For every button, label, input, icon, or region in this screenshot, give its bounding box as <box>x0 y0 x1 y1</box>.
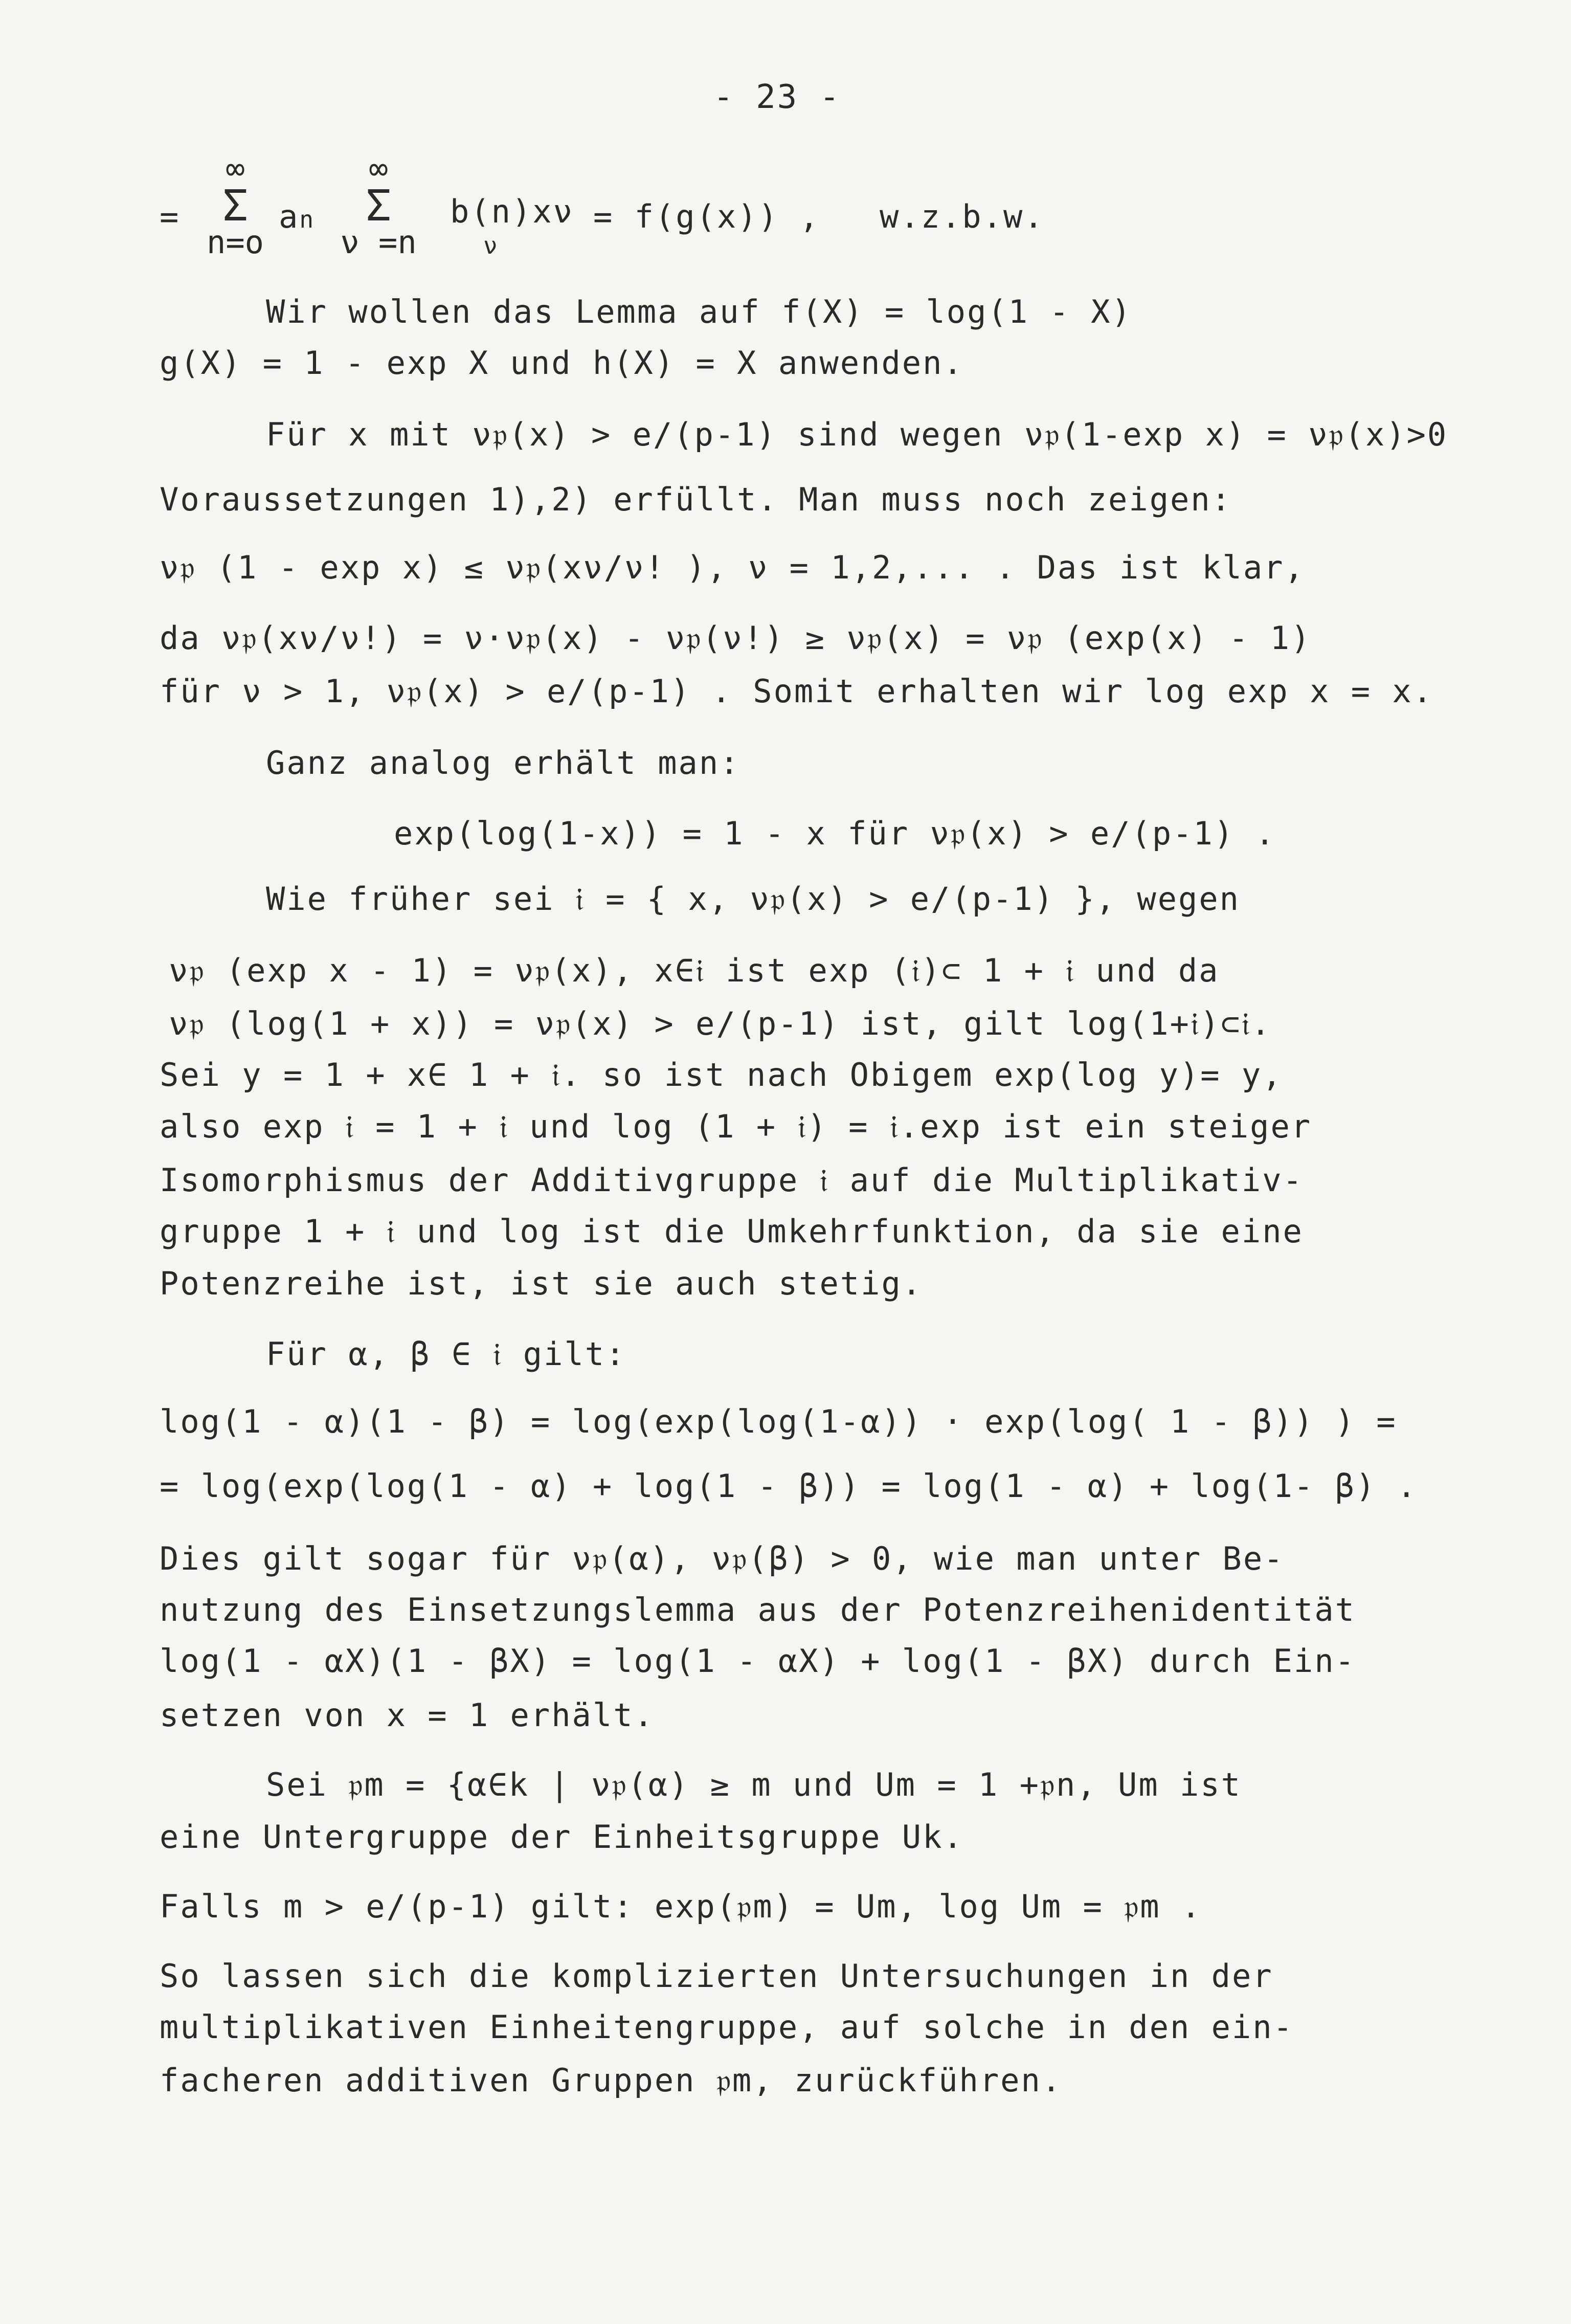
text-line-4: Voraussetzungen 1),2) erfüllt. Man muss noch zeigen: <box>160 481 1232 518</box>
text-line-25: So lassen sich die komplizierten Untersuchungen in der <box>160 1957 1273 1995</box>
b-term-sub: ν <box>483 232 499 259</box>
text-line-17: Für α, β ∈ 𝔦 gilt: <box>266 1335 626 1373</box>
text-line-13: also exp 𝔦 = 1 + 𝔦 und log (1 + 𝔦) = 𝔦.exp ist ein steiger <box>160 1108 1312 1145</box>
text-line-18: Dies gilt sogar für ν𝔭(α), ν𝔭(β) > 0, wie man unter Be- <box>160 1540 1285 1577</box>
sum-outer-lower: n=o <box>207 224 264 261</box>
text-line-5: ν𝔭 (1 - exp x) ≤ ν𝔭(xν/ν! ), ν = 1,2,... . Das ist klar, <box>160 549 1305 586</box>
text-line-2: g(X) = 1 - exp X und h(X) = X anwenden. <box>160 344 964 382</box>
text-line-24: Falls m > e/(p-1) gilt: exp(𝔭m) = Um, log Um = 𝔭m . <box>160 1888 1202 1925</box>
sum-outer-upper: ∞ <box>226 150 245 187</box>
text-line-21: setzen von x = 1 erhält. <box>160 1696 655 1734</box>
sigma-icon: Σ <box>365 181 392 231</box>
text-line-3: Für x mit ν𝔭(x) > e/(p-1) sind wegen ν𝔭(1-exp x) = ν𝔭(x)>0 <box>266 416 1448 453</box>
text-line-22: Sei 𝔭m = {α∈k | ν𝔭(α) ≥ m und Um = 1 +𝔭n, Um ist <box>266 1766 1242 1803</box>
equation-line-1: log(1 - α)(1 - β) = log(exp(log(1-α)) · exp(log( 1 - β)) ) = <box>160 1403 1397 1440</box>
text-line-6: da ν𝔭(xν/ν!) = ν·ν𝔭(x) - ν𝔭(ν!) ≥ ν𝔭(x) = ν𝔭 (exp(x) - 1) <box>160 619 1312 657</box>
a-term: an <box>279 198 316 235</box>
text-line-8: Ganz analog erhält man: <box>266 744 740 781</box>
text-line-11: ν𝔭 (log(1 + x)) = ν𝔭(x) > e/(p-1) ist, gilt log(1+𝔦)⊂𝔦. <box>169 1005 1272 1042</box>
formula-prefix: = <box>160 198 181 235</box>
page-number: - 23 - <box>713 78 841 116</box>
text-line-9: Wie früher sei 𝔦 = { x, ν𝔭(x) > e/(p-1) }, wegen <box>266 880 1241 918</box>
b-term: b(n)xν <box>450 193 574 230</box>
text-line-12: Sei y = 1 + x∈ 1 + 𝔦. so ist nach Obigem exp(log y)= y, <box>160 1056 1283 1093</box>
text-line-20: log(1 - αX)(1 - βX) = log(1 - αX) + log(1 - βX) durch Ein- <box>160 1642 1356 1680</box>
text-line-23: eine Untergruppe der Einheitsgruppe Uk. <box>160 1818 964 1856</box>
sigma-icon: Σ <box>222 181 249 231</box>
text-line-26: multiplikativen Einheitengruppe, auf solche in den ein- <box>160 2008 1294 2046</box>
text-line-7: für ν > 1, ν𝔭(x) > e/(p-1) . Somit erhalten wir log exp x = x. <box>160 673 1434 710</box>
equation-line-2: = log(exp(log(1 - α) + log(1 - β)) = log(1 - α) + log(1- β) . <box>160 1467 1418 1505</box>
text-line-16: Potenzreihe ist, ist sie auch stetig. <box>160 1265 923 1302</box>
display-equation: exp(log(1-x)) = 1 - x für ν𝔭(x) > e/(p-1) . <box>394 815 1276 852</box>
sum-inner <box>338 150 419 261</box>
text-line-27: facheren additiven Gruppen 𝔭m, zurückführen. <box>160 2062 1063 2099</box>
formula-rhs: = f(g(x)) , <box>593 198 820 235</box>
wzbw: w.z.b.w. <box>880 198 1045 235</box>
text-line-10: ν𝔭 (exp x - 1) = ν𝔭(x), x∈𝔦 ist exp (𝔦)⊂ 1 + 𝔦 und da <box>169 952 1220 989</box>
sum-inner-lower: ν =n <box>340 224 417 261</box>
text-line-1: Wir wollen das Lemma auf f(X) = log(1 - X) <box>266 293 1132 330</box>
sum-inner-upper: ∞ <box>369 150 388 187</box>
sum-outer <box>199 150 271 261</box>
text-line-19: nutzung des Einsetzungslemma aus der Potenzreihenidentität <box>160 1591 1356 1628</box>
text-line-15: gruppe 1 + 𝔦 und log ist die Umkehrfunktion, da sie eine <box>160 1213 1304 1250</box>
text-line-14: Isomorphismus der Additivgruppe 𝔦 auf die Multiplikativ- <box>160 1161 1304 1199</box>
